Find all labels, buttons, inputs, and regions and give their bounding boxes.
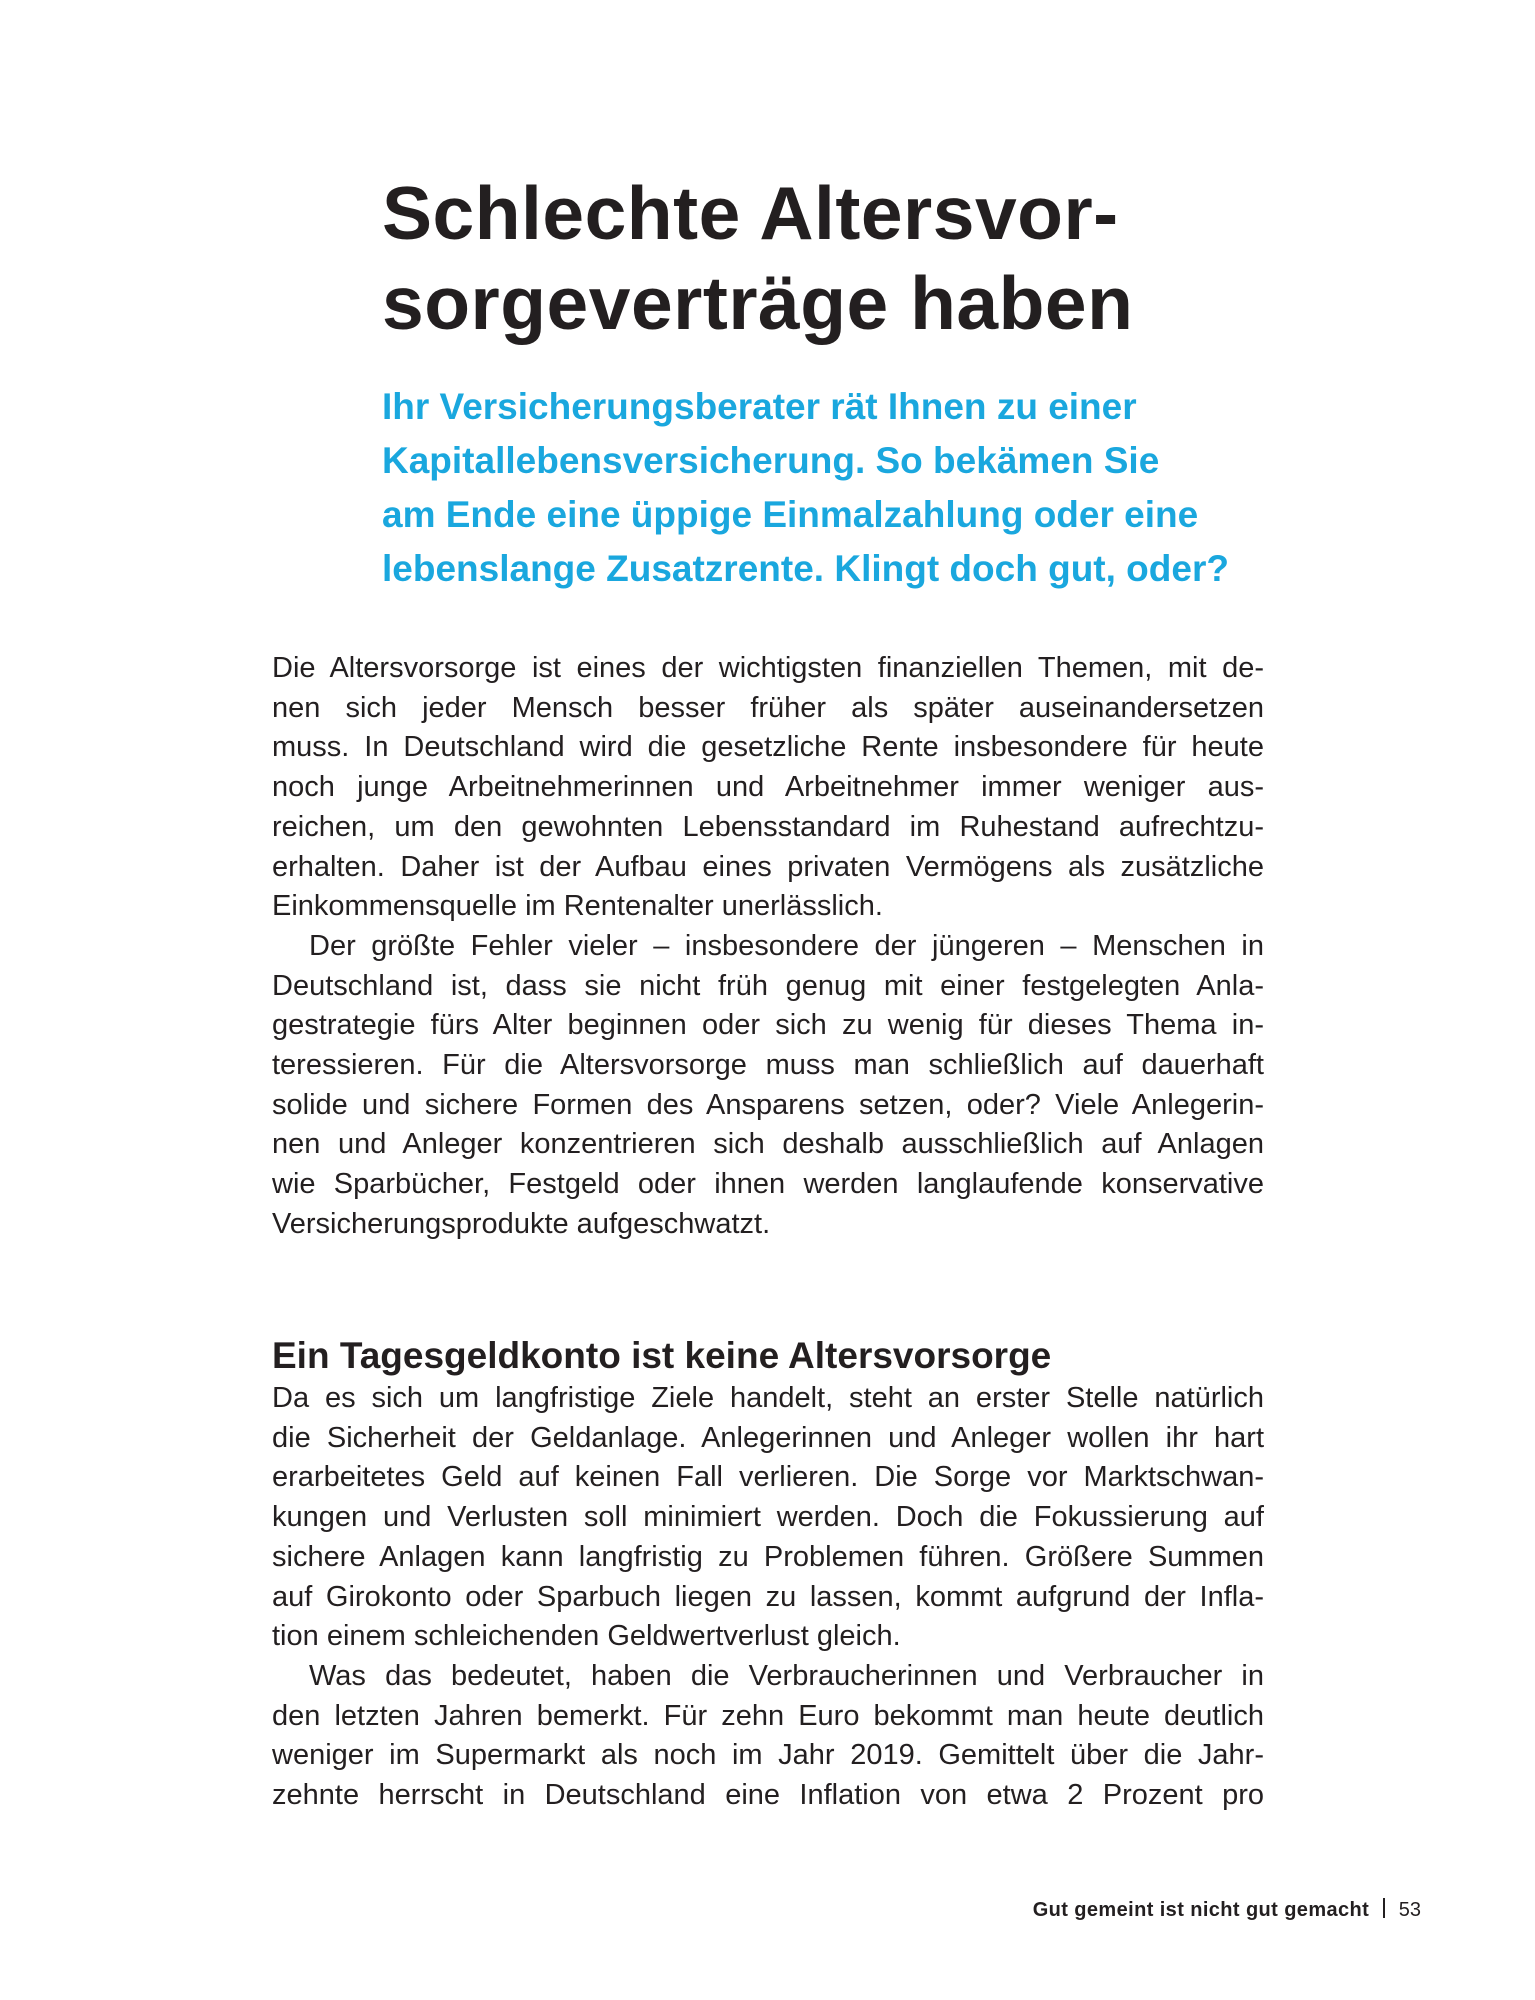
text-line: nen sich jeder Mensch besser früher als später auseinandersetzen [272,691,1264,724]
text-line: solide und sichere Formen des Ansparens setzen, oder? Viele Anlegerin- [272,1088,1264,1121]
text-line: Der größte Fehler vieler – insbesondere der jüngeren – Menschen in [309,929,1264,962]
text-line: gestrategie fürs Alter beginnen oder sich zu wenig für dieses Thema in- [272,1009,1264,1042]
text-line: weniger im Supermarkt als noch im Jahr 2019. Gemittelt über die Jahr- [272,1739,1264,1772]
page-footer [1033,1895,1421,1925]
body-text-section-1 [272,649,1264,1245]
text-line: Da es sich um langfristige Ziele handelt, steht an erster Stelle natürlich [272,1382,1264,1414]
body-paragraph [272,927,1264,1245]
lead-line: lebenslange Zusatzrente. Klingt doch gut, oder? [382,548,1229,589]
text-line: erarbeitetes Geld auf keinen Fall verlieren. Die Sorge vor Marktschwan- [272,1461,1264,1494]
text-line: kungen und Verlusten soll minimiert werden. Doch die Fokussierung auf [272,1501,1264,1534]
title-line: sorgeverträge haben [382,261,1134,345]
body-paragraph [272,1657,1264,1816]
text-line: nen und Anleger konzentrieren sich deshalb ausschließlich auf Anlagen [272,1128,1264,1161]
lead-line: Kapitallebensversicherung. So bekämen Sie [382,440,1160,481]
text-line: Versicherungsprodukte aufgeschwatzt. [272,1207,771,1240]
section-heading: Ein Tagesgeldkonto ist keine Altersvorsorge [272,1335,1052,1376]
page-title [382,168,1282,348]
text-line: Was das bedeutet, haben die Verbraucherinnen und Verbraucher in [309,1659,1264,1692]
text-line: Die Altersvorsorge ist eines der wichtigsten finanziellen Themen, mit de- [272,652,1264,684]
text-line: den letzten Jahren bemerkt. Für zehn Euro bekommt man heute deutlich [272,1699,1264,1732]
text-line: teressieren. Für die Altersvorsorge muss man schließlich auf dauerhaft [272,1049,1264,1082]
lead-line: am Ende eine üppige Einmalzahlung oder eine [382,494,1199,535]
lead-paragraph [382,380,1302,596]
running-title: Gut gemeint ist nicht gut gemacht [1032,1899,1370,1921]
text-line: Einkommensquelle im Rentenalter unerlässlich. [272,890,883,923]
page-number: 53 [1398,1899,1421,1921]
title-line: Schlechte Altersvor- [382,171,1119,255]
text-line: zehnte herrscht in Deutschland eine Inflation von etwa 2 Prozent pro [272,1779,1264,1812]
body-text-section-2 [272,1333,1264,1816]
text-line: tion einem schleichenden Geldwertverlust gleich. [272,1620,901,1653]
text-line: noch junge Arbeitnehmerinnen und Arbeitnehmer immer weniger aus- [272,771,1264,804]
text-line: Deutschland ist, dass sie nicht früh genug mit einer festgelegten Anla- [272,969,1264,1002]
body-paragraph [272,649,1264,927]
text-line: auf Girokonto oder Sparbuch liegen zu lassen, kommt aufgrund der Infla- [272,1580,1264,1613]
text-line: reichen, um den gewohnten Lebensstandard im Ruhestand aufrechtzu- [272,810,1264,843]
footer-divider [1383,1898,1385,1918]
body-paragraph [272,1379,1264,1657]
text-line: muss. In Deutschland wird die gesetzliche Rente insbesondere für heute [272,731,1264,764]
text-line: sichere Anlagen kann langfristig zu Problemen führen. Größere Summen [272,1540,1264,1573]
text-line: wie Sparbücher, Festgeld oder ihnen werden langlaufende konservative [272,1168,1264,1201]
lead-line: Ihr Versicherungsberater rät Ihnen zu einer [382,386,1137,427]
text-line: erhalten. Daher ist der Aufbau eines privaten Vermögens als zusätzliche [272,850,1264,883]
text-line: die Sicherheit der Geldanlage. Anlegerinnen und Anleger wollen ihr hart [272,1421,1264,1454]
